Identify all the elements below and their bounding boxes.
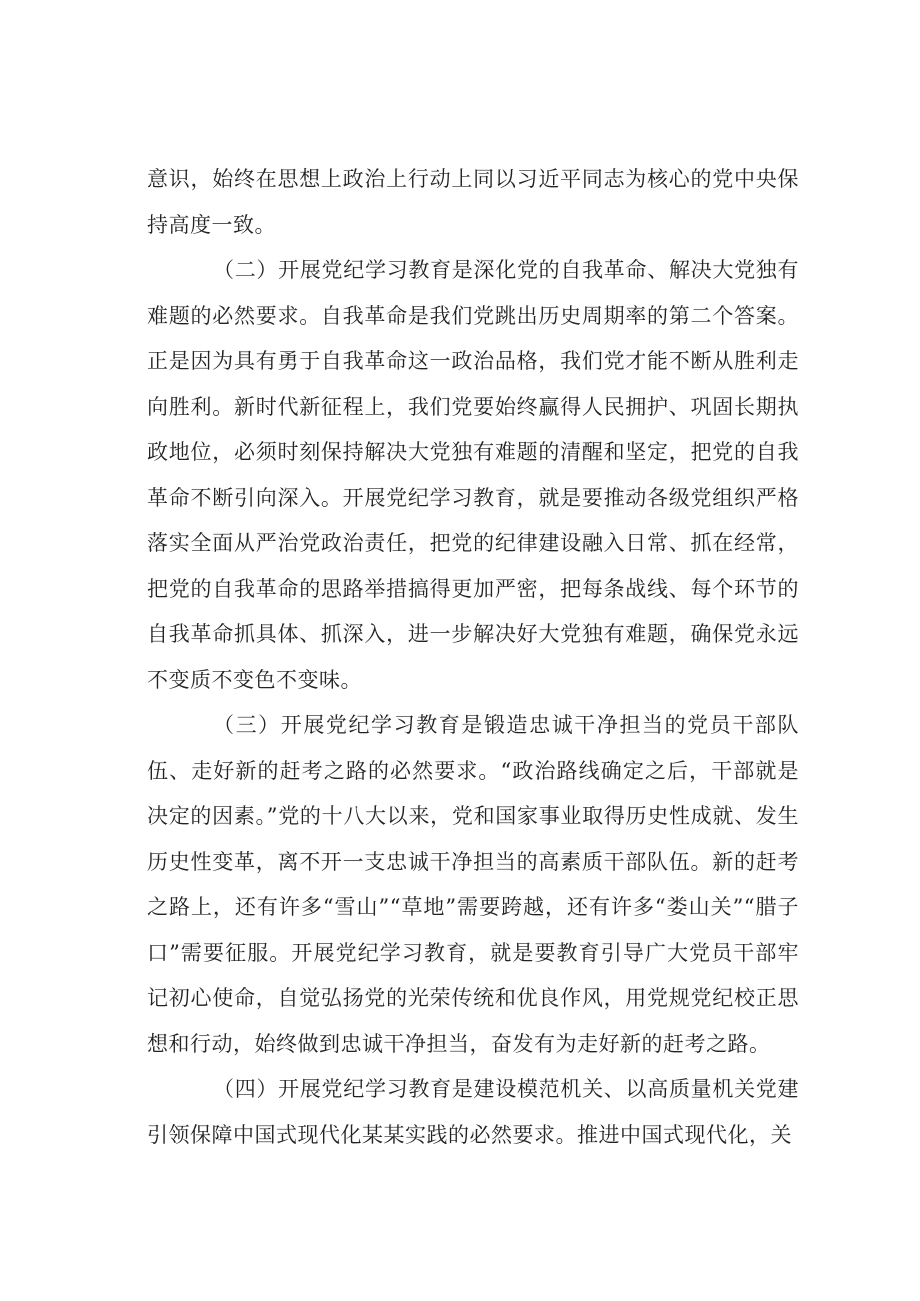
paragraph-section-two: （二）开展党纪学习教育是深化党的自我革命、解决大党独有难题的必然要求。自我革命是我们党跳出历史周期率的第二个答案。正是因为具有勇于自我革命这一政治品格，我们党才能不断从胜利走向胜利。新时代新征程上，我们党要始终赢得人民拥护、巩固长期执政地位，必须时刻保持解决大党独有难题的清醒和坚定，把党的自我革命不断引向深入。开展党纪学习教育，就是要推动各级党组织严格落实全面从严治党政治责任，把党的纪律建设融入日常、抓在经常，把党的自我革命的思路举措搞得更加严密，把每条战线、每个环节的自我革命抓具体、抓深入，进一步解决好大党独有难题，确保党永远不变质不变色不变味。 <box>147 258 799 692</box>
paragraph-continuation: 意识，始终在思想上政治上行动上同以习近平同志为核心的党中央保持高度一致。 <box>147 167 799 237</box>
paragraph-section-four: （四）开展党纪学习教育是建设模范机关、以高质量机关党建引领保障中国式现代化某某实践的必然要求。推进中国式现代化，关 <box>147 1077 799 1147</box>
paragraph-section-three: （三）开展党纪学习教育是锻造忠诚干净担当的党员干部队伍、走好新的赶考之路的必然要求。“政治路线确定之后，干部就是决定的因素。”党的十八大以来，党和国家事业取得历史性成就、发生历史性变革，离不开一支忠诚干净担当的高素质干部队伍。新的赶考之路上，还有许多“雪山”“草地”需要跨越，还有许多“娄山关”“腊子口”需要征服。开展党纪学习教育，就是要教育引导广大党员干部牢记初心使命，自觉弘扬党的光荣传统和优良作风，用党规党纪校正思想和行动，始终做到忠诚干净担当，奋发有为走好新的赶考之路。 <box>147 713 799 1056</box>
document-body <box>147 157 799 1158</box>
